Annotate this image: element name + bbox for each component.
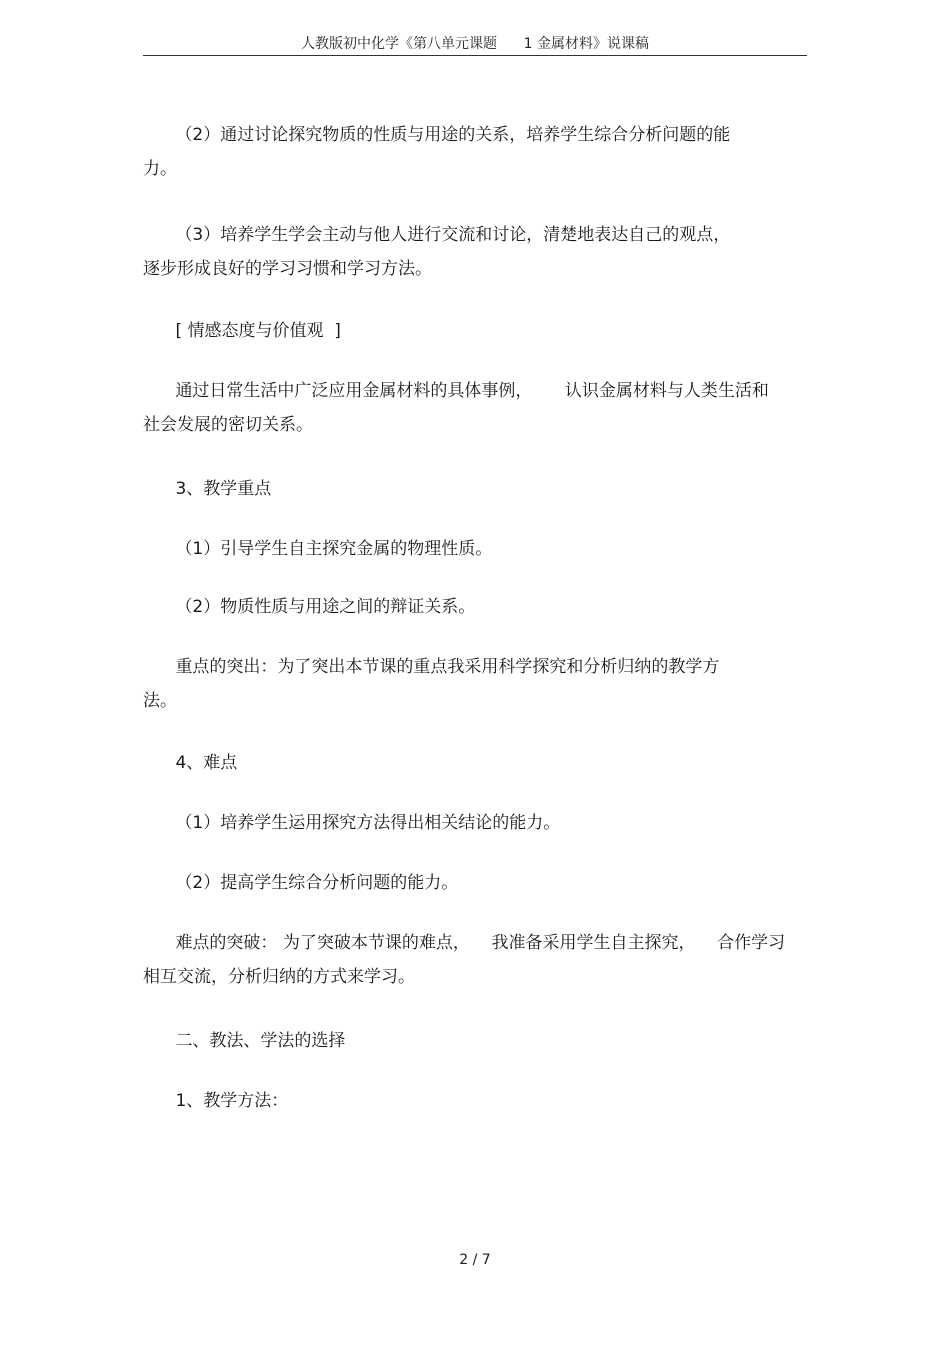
section-heading-teaching-focus: 3、教学重点 <box>143 479 272 499</box>
paragraph-focus-2: （2）物质性质与用途之间的辩证关系。 <box>143 597 476 617</box>
paragraph-difficulty-1: （1）培养学生运用探究方法得出相关结论的能力。 <box>143 813 561 833</box>
paragraph-focus-1: （1）引导学生自主探究金属的物理性质。 <box>143 539 493 559</box>
paragraph-focus-highlight: 重点的突出：为了突出本节课的重点我采用科学探究和分析归纳的教学方 法。 <box>143 657 720 711</box>
paragraph-emotion-values: 通过日常生活中广泛应用金属材料的具体事例， 认识金属材料与人类生活和 社会发展的密切关系。 <box>143 381 769 435</box>
section-heading-emotion-values: [ 情感态度与价值观 ] <box>143 321 341 341</box>
paragraph-objective-2: （2）通过讨论探究物质的性质与用途的关系，培养学生综合分析问题的能 力。 <box>143 125 731 179</box>
paragraph-difficulty-breakthrough: 难点的突破： 为了突破本节课的难点， 我准备采用学生自主探究， 合作学习 相互交流，分析归纳的方式来学习。 <box>143 933 786 987</box>
paragraph-objective-3: （3）培养学生学会主动与他人进行交流和讨论，清楚地表达自己的观点， 逐步形成良好的学习习惯和学习方法。 <box>143 225 731 279</box>
page-number: 2 / 7 <box>459 1252 491 1268</box>
section-heading-teaching-method: 1、教学方法： <box>143 1091 289 1111</box>
document-header-title: 人教版初中化学《第八单元课题 1 金属材料》说课稿 <box>300 36 650 52</box>
section-heading-methods: 二、教法、学法的选择 <box>143 1031 346 1051</box>
header-divider <box>143 55 807 56</box>
section-heading-difficulty: 4、难点 <box>143 753 238 773</box>
paragraph-difficulty-2: （2）提高学生综合分析问题的能力。 <box>143 873 459 893</box>
